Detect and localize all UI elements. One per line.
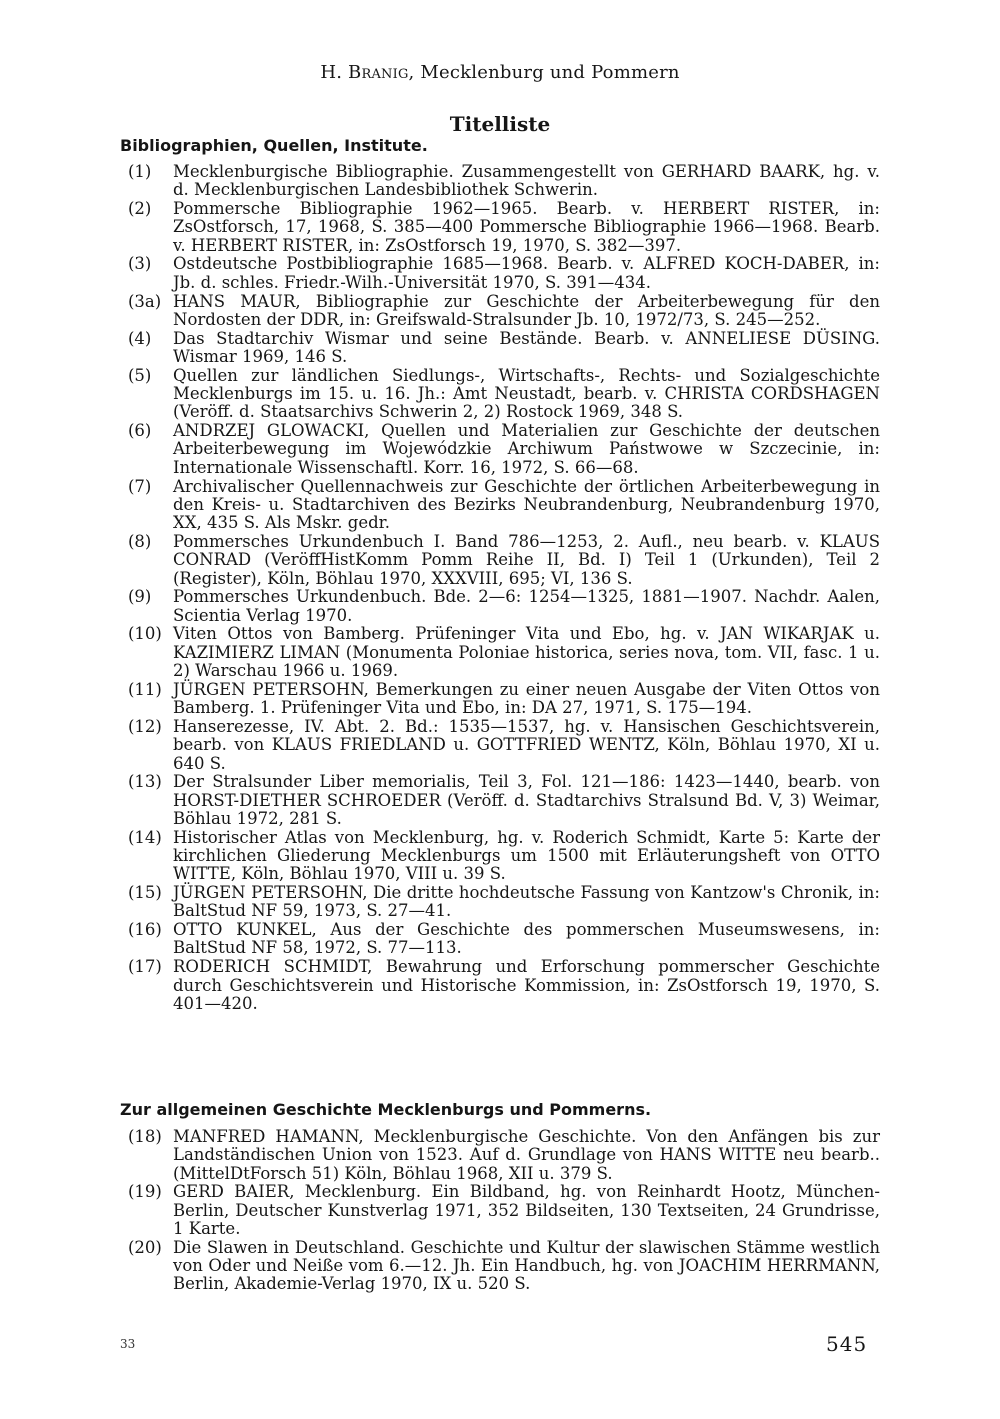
list-item [128,367,880,422]
entry-text: MANFRED HAMANN, Mecklenburgische Geschichte. Von den Anfängen bis zur Landständischen Union von 1523. Auf d. Grundlage von HANS WITTE neu bearb.. (MittelDtForsch 51) Köln, Böhlau 1968, XII u. 379 S. [173,1127,880,1183]
entry-text: HANS MAUR, Bibliographie zur Geschichte der Arbeiterbewegung für den Nordosten der DDR, in: Greifswald-Stralsunder Jb. 10, 1972/73, S. 245—252. [173,291,880,329]
entry-text: Mecklenburgische Bibliographie. Zusammengestellt von GERHARD BAARK, hg. v. d. Mecklenburgischen Landesbibliothek Schwerin. [173,162,880,200]
list-item [128,1128,880,1183]
entry-number: (10) [128,624,162,644]
list-item [128,625,880,680]
entry-text: Hanserezesse, IV. Abt. 2. Bd.: 1535—1537, hg. v. Hansischen Geschichtsverein, bearb. von KLAUS FRIEDLAND u. GOTTFRIED WENTZ, Köln, Böhlau 1970, XI u. 640 S. [173,716,880,773]
entry-number: (17) [128,957,162,977]
running-header [0,62,1000,83]
entry-number: (1) [128,162,152,181]
entry-text: JÜRGEN PETERSOHN, Bemerkungen zu einer neuen Ausgabe der Viten Ottos von Bamberg. 1. Prüfeninger Vita und Ebo, in: DA 27, 1971, S. 175—194. [173,679,880,718]
entry-text: ANDRZEJ GLOWACKI, Quellen und Materialien zur Geschichte der deutschen Arbeiterbewegung im Wojewódzkie Archiwum Państwowe w Szczecinie, in: Internationale Wissenschaftl. Korr. 16, 1972, S. 66—68. [173,421,880,477]
entry-text: RODERICH SCHMIDT, Bewahrung und Erforschung pommerscher Geschichte durch Geschichtsverein und Historische Kommission, in: ZsOstforsch 19, 1970, S. 401—420. [173,957,880,1013]
section-heading-bibliographies: Bibliographien, Quellen, Institute. [120,136,428,155]
entry-text: Das Stadtarchiv Wismar und seine Bestände. Bearb. v. ANNELIESE DÜSING. Wismar 1969, 146 S. [173,328,880,366]
list-item [128,718,880,773]
entry-number: (5) [128,365,152,385]
list-title: Titelliste [449,112,551,136]
entry-number: (3a) [128,291,162,311]
entry-text: Archivalischer Quellennachweis zur Geschichte der örtlichen Arbeiterbewegung in den Kreis- u. Stadtarchiven des Bezirks Neubrandenburg, Neubrandenburg 1970, XX, 435 S. Als Mskr. gedr. [173,476,880,533]
entry-number: (7) [128,476,152,496]
entry-number: (19) [128,1182,162,1202]
list-item [128,163,880,200]
list-item [128,478,880,533]
list-item [128,588,880,625]
list-item [128,533,880,588]
list-item [128,1239,880,1294]
list-item [128,293,880,330]
list-item [128,829,880,884]
page-number: 545 [826,1332,868,1356]
entry-text: OTTO KUNKEL, Aus der Geschichte des pommerschen Museumswesens, in: BaltStud NF 58, 1972, S. 77—113. [173,920,880,958]
entry-number: (9) [128,587,152,607]
bibliography-list-1 [128,163,880,1014]
list-item [128,681,880,718]
entry-number: (8) [128,531,152,551]
entry-number: (14) [128,827,162,847]
entry-number: (13) [128,772,162,792]
list-item [128,255,880,292]
entry-text: Die Slawen in Deutschland. Geschichte und Kultur der slawischen Stämme westlich von Oder und Neiße vom 6.—12. Jh. Ein Handbuch, hg. von JOACHIM HERRMANN, Berlin, Akademie-Verlag 1970, IX u. 520 S. [173,1237,880,1294]
entry-number: (3) [128,254,152,274]
section-heading-general-history: Zur allgemeinen Geschichte Mecklenburgs und Pommerns. [120,1100,652,1119]
entry-text: Ostdeutsche Postbibliographie 1685—1968. Bearb. v. ALFRED KOCH-DABER, in: Jb. d. schles. Friedr.-Wilh.-Universität 1970, S. 391—434. [173,254,880,292]
entry-number: (15) [128,883,162,903]
entry-number: (16) [128,920,162,940]
header-title: Mecklenburg und Pommern [420,62,680,83]
list-item [128,422,880,477]
entry-number: (18) [128,1127,162,1146]
entry-text: Der Stralsunder Liber memorialis, Teil 3, Fol. 121—186: 1423—1440, bearb. von HORST-DIETHER SCHROEDER (Veröff. d. Stadtarchivs Stralsund Bd. V, 3) Weimar, Böhlau 1972, 281 S. [173,772,880,828]
entry-number: (11) [128,679,162,699]
entry-number: (2) [128,199,152,219]
list-item [128,921,880,958]
entry-number: (12) [128,716,162,736]
bibliography-list-2 [128,1128,880,1294]
list-item [128,1183,880,1238]
list-item [128,773,880,828]
header-author: H. Branig, [320,62,415,83]
entry-text: JÜRGEN PETERSOHN, Die dritte hochdeutsche Fassung von Kantzow's Chronik, in: BaltStud NF 59, 1973, S. 27—41. [173,883,880,921]
entry-text: Pommersches Urkundenbuch I. Band 786—1253, 2. Aufl., neu bearb. v. KLAUS CONRAD (VeröffHistKomm Pomm Reihe II, Bd. I) Teil 1 (Urkunden), Teil 2 (Register), Köln, Böhlau 1970, XXXVIII, 695; VI, 136 S. [173,531,880,588]
list-item [128,958,880,1013]
entry-text: Pommersche Bibliographie 1962—1965. Bearb. v. HERBERT RISTER, in: ZsOstforsch, 17, 1968, S. 385—400 Pommersche Bibliographie 1966—1968. Bearb. v. HERBERT RISTER, in: ZsOstforsch 19, 1970, S. 382—397. [173,199,880,255]
entry-number: (4) [128,328,152,348]
list-item [128,200,880,255]
entry-number: (20) [128,1237,162,1257]
entry-text: Viten Ottos von Bamberg. Prüfeninger Vita und Ebo, hg. v. JAN WIKARJAK u. KAZIMIERZ LIMAN (Monumenta Poloniae historica, series nova, tom. VII, fasc. 1 u. 2) Warschau 1966 u. 1969. [173,624,880,681]
entry-text: Quellen zur ländlichen Siedlungs-, Wirtschafts-, Rechts- und Sozialgeschichte Mecklenburgs im 15. u. 16. Jh.: Amt Neustadt, bearb. v. CHRISTA CORDSHAGEN (Veröff. d. Staatsarchivs Schwerin 2, 2) Rostock 1969, 348 S. [173,365,880,422]
signature-mark: 33 [120,1337,136,1351]
list-item [128,884,880,921]
entry-text: GERD BAIER, Mecklenburg. Ein Bildband, hg. von Reinhardt Hootz, München-Berlin, Deutscher Kunstverlag 1971, 352 Bildseiten, 130 Textseiten, 24 Grundrisse, 1 Karte. [173,1182,880,1238]
entry-text: Historischer Atlas von Mecklenburg, hg. v. Roderich Schmidt, Karte 5: Karte der kirchlichen Gliederung Mecklenburgs um 1500 mit Erläuterungsheft von OTTO WITTE, Köln, Böhlau 1970, VIII u. 39 S. [173,827,880,884]
entry-text: Pommersches Urkundenbuch. Bde. 2—6: 1254—1325, 1881—1907. Nachdr. Aalen, Scientia Verlag 1970. [173,587,880,625]
list-item [128,330,880,367]
entry-number: (6) [128,421,152,441]
